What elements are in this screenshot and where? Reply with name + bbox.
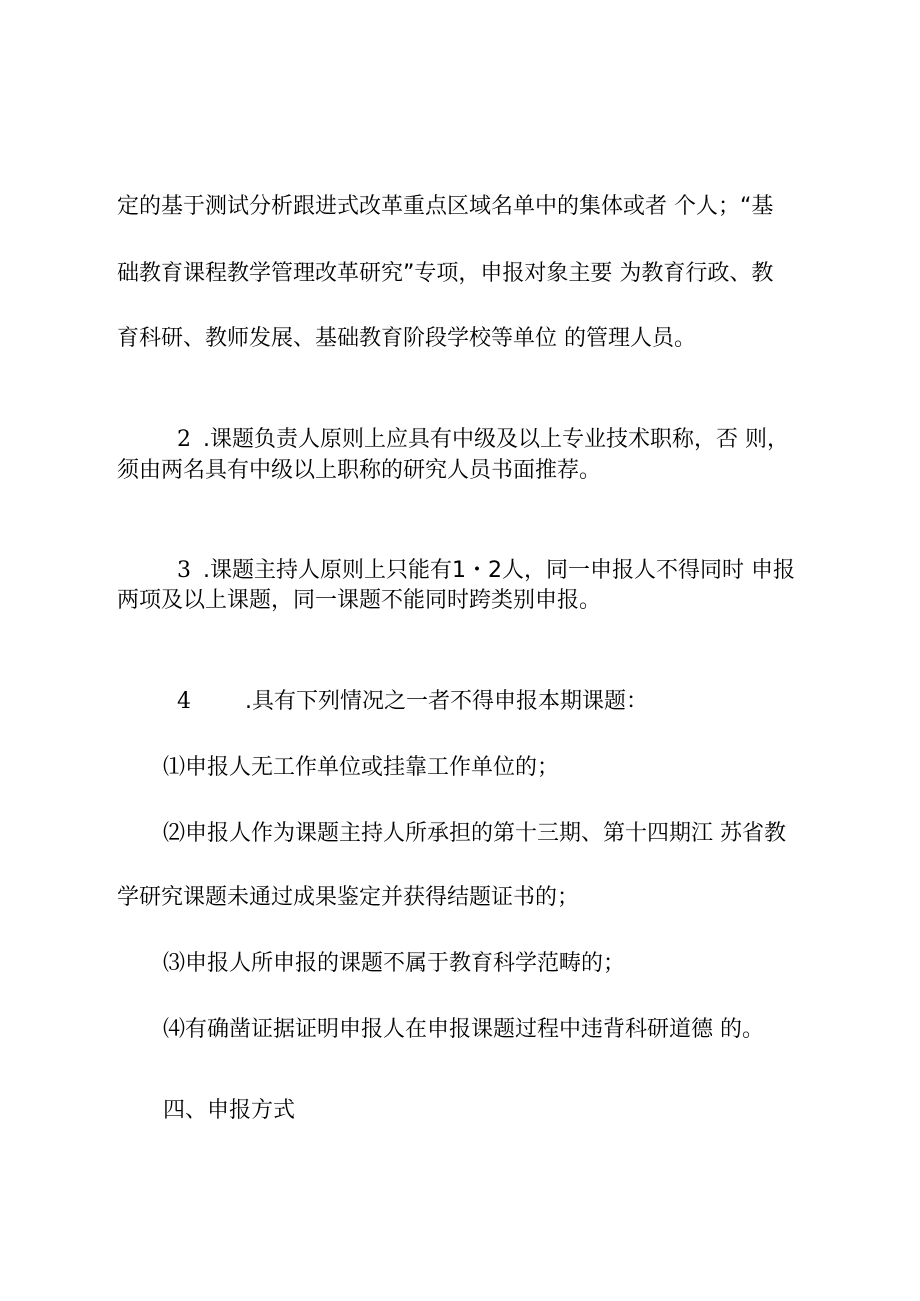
item2-line1	[163, 389, 789, 452]
item3-text: .课题主持人原则上只能有1・2人，同一申报人不得同时 申报	[203, 558, 795, 583]
item2-text: .课题负责人原则上应具有中级及以上专业技术职称，否 则，	[203, 427, 789, 452]
sub-item-3: ⑶申报人所申报的课题不属于教育科学范畴的；	[163, 951, 626, 976]
section-heading: 四、申报方式	[163, 1098, 296, 1123]
sub-item-2-line1: ⑵申报人作为课题主持人所承担的第十三期、第十四期江 苏省教	[163, 821, 786, 846]
item4-line	[163, 651, 648, 714]
sub-item-1: ⑴申报人无工作单位或挂靠工作单位的；	[163, 755, 560, 780]
item3-number: 3	[177, 558, 191, 583]
item2-number: 2	[177, 427, 191, 452]
para1-line1: 定的基于测试分析跟进式改革重点区域名单中的集体或者 个人；“基	[117, 194, 774, 219]
sub-item-4: ⑷有确凿证据证明申报人在申报课题过程中违背科研道德 的。	[163, 1017, 764, 1042]
sub-item-2-line2: 学研究课题未通过成果鉴定并获得结题证书的；	[117, 885, 580, 910]
para1-line2: 础教育课程教学管理改革研究”专项，申报对象主要 为教育行政、教	[117, 261, 774, 286]
item3-line2: 两项及以上课题，同一课题不能同时跨类别申报。	[117, 588, 602, 613]
para1-line3: 育科研、教师发展、基础教育阶段学校等单位 的管理人员。	[117, 326, 696, 351]
item3-line1	[163, 520, 795, 583]
item2-line2: 须由两名具有中级以上职称的研究人员书面推荐。	[117, 458, 602, 483]
item4-number: 4	[177, 689, 191, 714]
item4-text: .具有下列情况之一者不得申报本期课题：	[245, 689, 648, 714]
